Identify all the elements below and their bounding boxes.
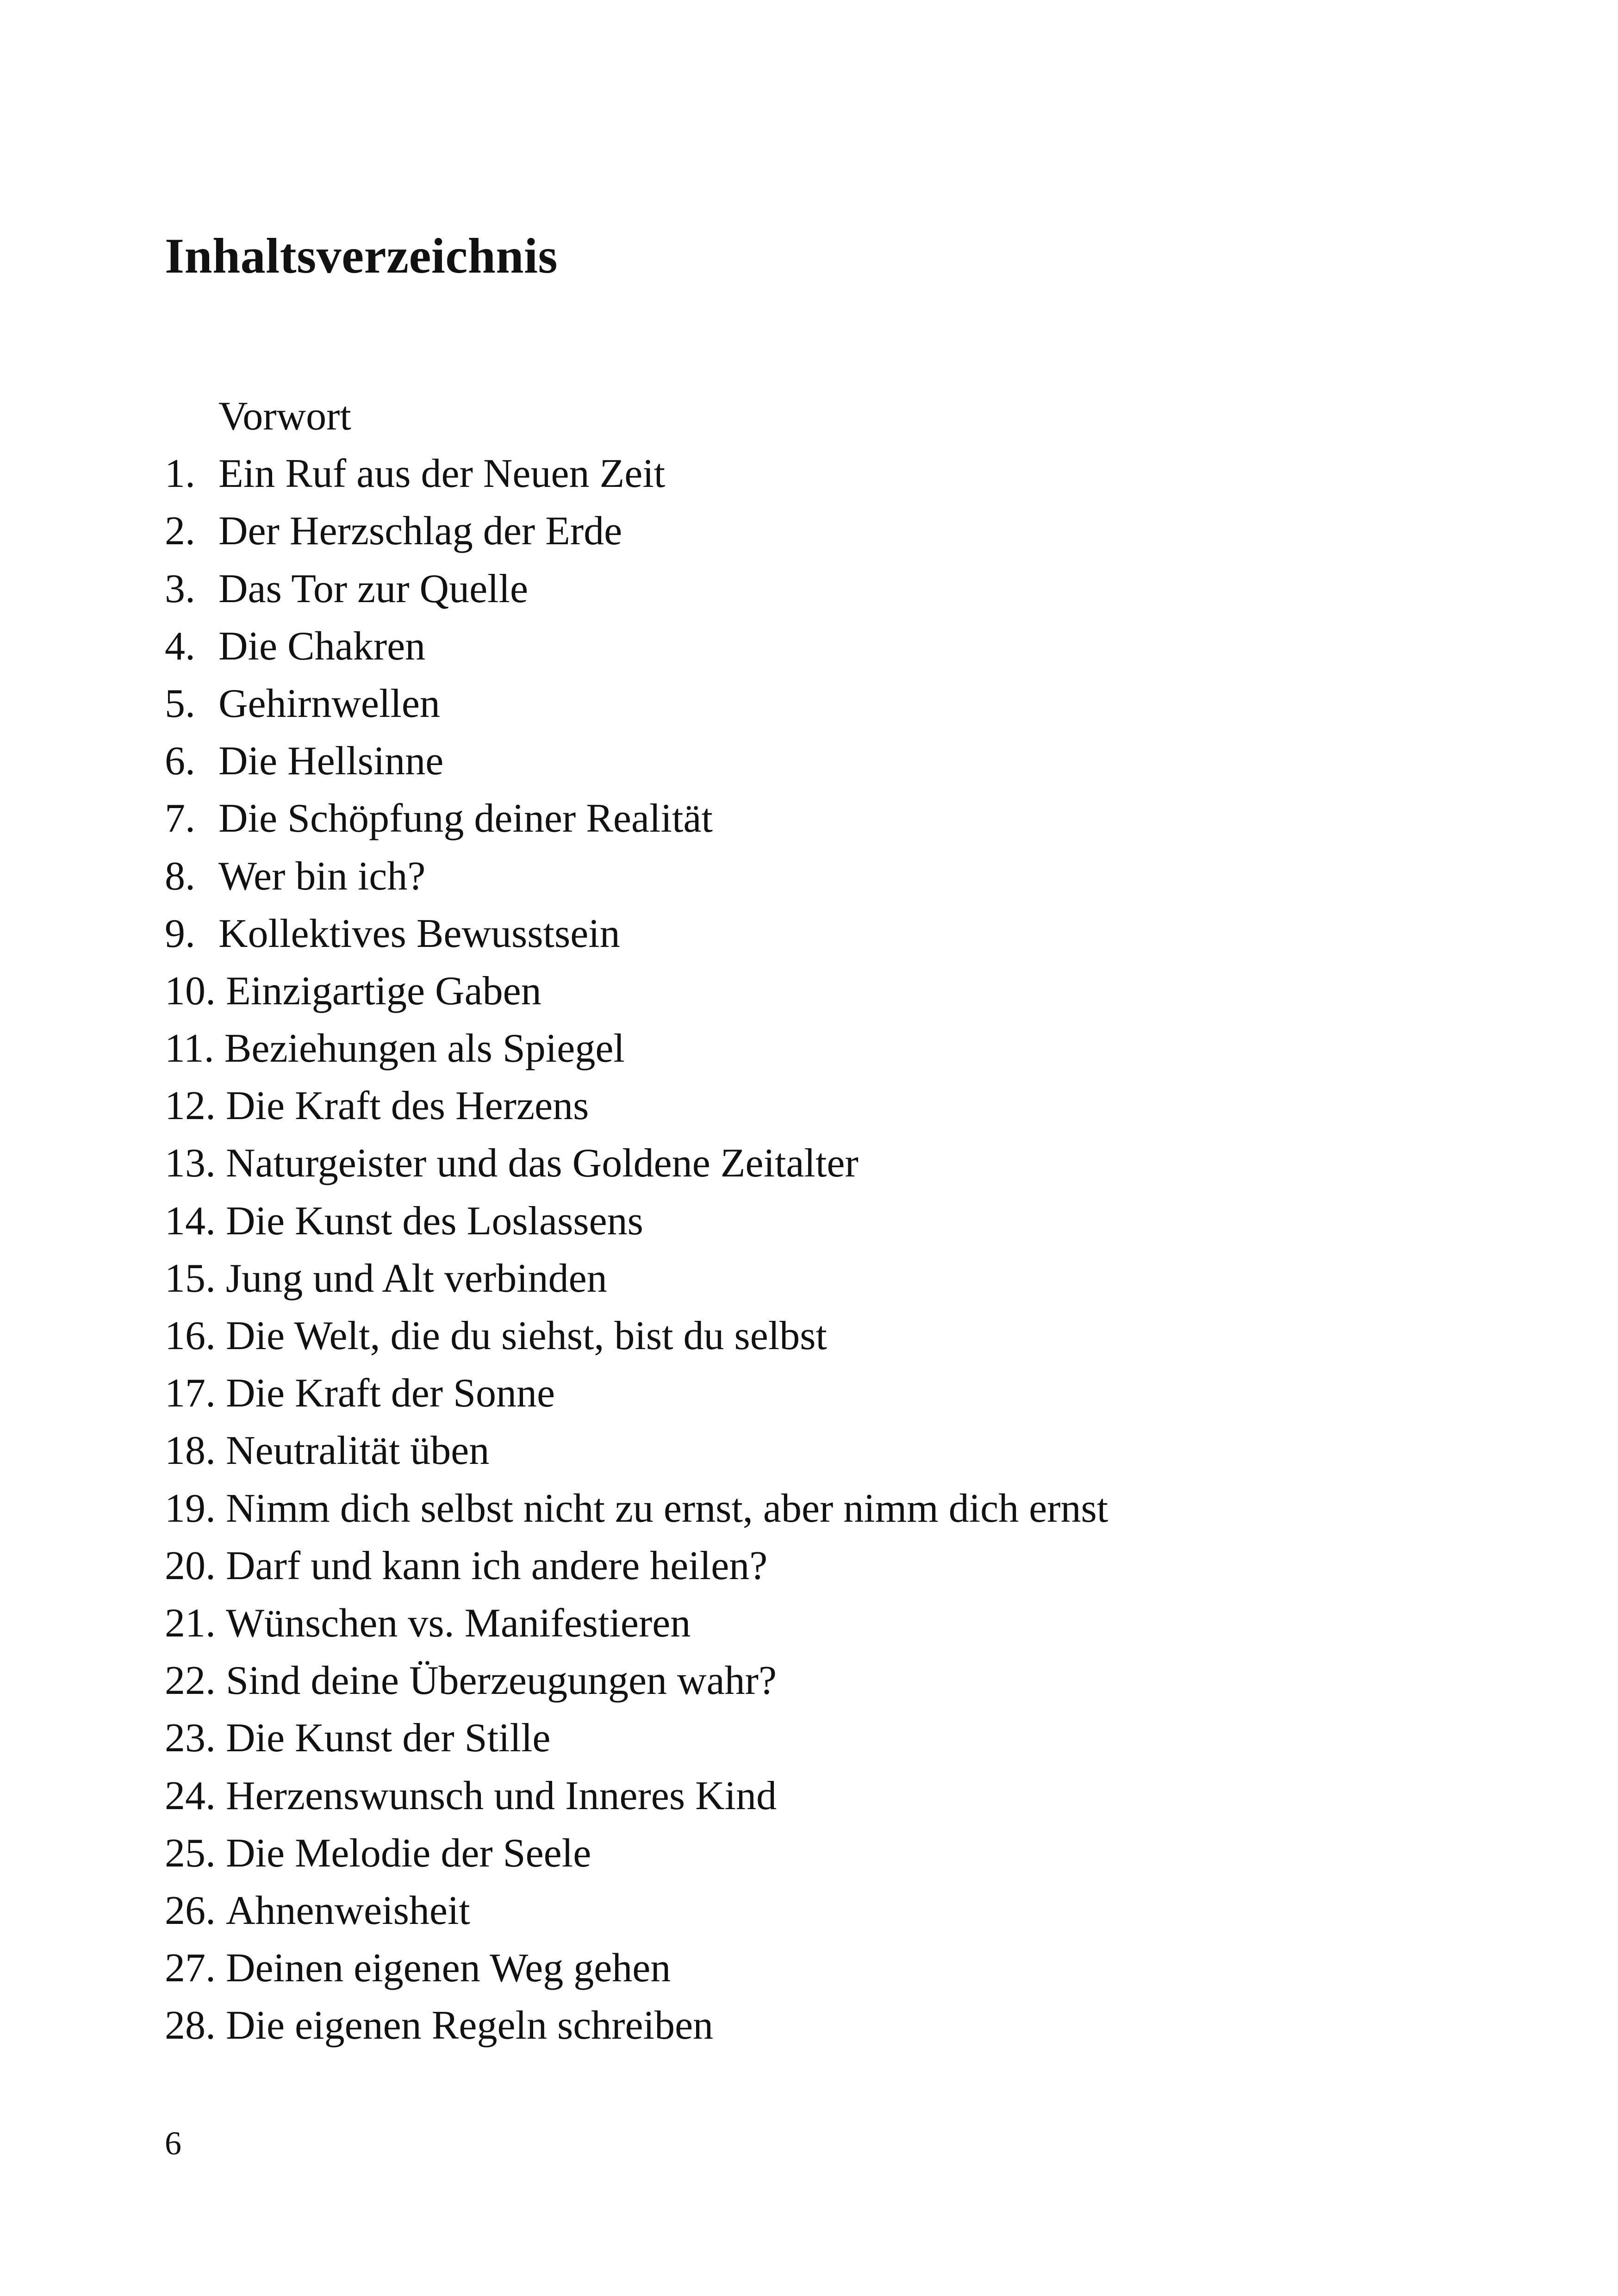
toc-entry-number: 24. bbox=[165, 1773, 216, 1818]
toc-entry bbox=[165, 618, 1108, 675]
toc-entry-title: Die Hellsinne bbox=[218, 739, 444, 784]
toc-entry-number: 10. bbox=[165, 968, 216, 1014]
toc-entry-number: 2. bbox=[165, 509, 195, 554]
toc-entry-number: 26. bbox=[165, 1888, 216, 1933]
toc-entry bbox=[165, 790, 1108, 847]
toc-entry-title: Einzigartige Gaben bbox=[226, 968, 541, 1014]
toc-entry bbox=[165, 388, 1108, 445]
toc-entry bbox=[165, 675, 1108, 733]
toc-entry bbox=[165, 905, 1108, 963]
toc-entry bbox=[165, 1020, 1108, 1077]
toc-entry-title: Darf und kann ich andere heilen? bbox=[226, 1543, 768, 1588]
toc-entry-title: Der Herzschlag der Erde bbox=[218, 509, 622, 554]
toc-entry-number: 13. bbox=[165, 1141, 216, 1186]
toc-entry bbox=[165, 445, 1108, 503]
toc-entry bbox=[165, 1825, 1108, 1882]
toc-entry-title: Die Welt, die du siehst, bist du selbst bbox=[226, 1313, 827, 1358]
toc-entry-title: Vorwort bbox=[218, 394, 351, 439]
page-title: Inhaltsverzeichnis bbox=[165, 229, 558, 284]
toc-entry-title: Kollektives Bewusstsein bbox=[218, 911, 620, 956]
toc-entry-title: Die Kraft des Herzens bbox=[226, 1083, 589, 1129]
toc-entry-number: 23. bbox=[165, 1716, 216, 1761]
toc-entry-number: 16. bbox=[165, 1313, 216, 1358]
toc-entry bbox=[165, 1537, 1108, 1595]
toc-entry-title: Neutralität üben bbox=[226, 1428, 490, 1474]
toc-entry bbox=[165, 1135, 1108, 1192]
toc-entry-number: 21. bbox=[165, 1600, 216, 1646]
toc-entry bbox=[165, 560, 1108, 618]
toc-entry-number: 27. bbox=[165, 1946, 216, 1991]
toc-entry-title: Gehirnwellen bbox=[218, 681, 440, 726]
toc-entry bbox=[165, 1710, 1108, 1767]
toc-entry-number: 8. bbox=[165, 853, 195, 899]
toc-entry-title: Die Chakren bbox=[218, 623, 426, 669]
toc-entry-number: 19. bbox=[165, 1486, 216, 1531]
toc-entry-title: Ein Ruf aus der Neuen Zeit bbox=[218, 451, 666, 497]
toc-entry bbox=[165, 1077, 1108, 1135]
toc-entry-number: 18. bbox=[165, 1428, 216, 1474]
page-number: 6 bbox=[165, 2125, 181, 2162]
toc-entry-title: Nimm dich selbst nicht zu ernst, aber nimm dich ernst bbox=[226, 1486, 1108, 1531]
toc-entry-title: Die Kraft der Sonne bbox=[226, 1371, 555, 1416]
toc-entry-number: 25. bbox=[165, 1830, 216, 1876]
toc-entry-title: Die Kunst der Stille bbox=[226, 1716, 551, 1761]
toc-entry-title: Das Tor zur Quelle bbox=[218, 566, 529, 611]
toc-entry bbox=[165, 1422, 1108, 1480]
toc-entry bbox=[165, 848, 1108, 905]
toc-entry-number: 28. bbox=[165, 2003, 216, 2048]
toc-entry-number: 9. bbox=[165, 911, 195, 956]
toc-entry bbox=[165, 1767, 1108, 1825]
toc-entry-number: 4. bbox=[165, 623, 195, 669]
toc-entry-title: Sind deine Überzeugungen wahr? bbox=[226, 1658, 777, 1704]
toc-entry-number: 17. bbox=[165, 1371, 216, 1416]
toc-entry bbox=[165, 1997, 1108, 2054]
toc-entry-number: 6. bbox=[165, 739, 195, 784]
toc-entry-title: Die Melodie der Seele bbox=[226, 1830, 591, 1876]
toc-entry-title: Die eigenen Regeln schreiben bbox=[226, 2003, 714, 2048]
toc-entry-title: Naturgeister und das Goldene Zeitalter bbox=[226, 1141, 859, 1186]
toc-entry-title: Wer bin ich? bbox=[218, 853, 426, 899]
toc-entry-number: 3. bbox=[165, 566, 195, 611]
toc-entry bbox=[165, 963, 1108, 1020]
toc-entry-number: 22. bbox=[165, 1658, 216, 1704]
toc-entry bbox=[165, 1193, 1108, 1250]
toc-entry-title: Jung und Alt verbinden bbox=[226, 1256, 607, 1301]
toc-entry bbox=[165, 1365, 1108, 1422]
toc-entry-title: Beziehungen als Spiegel bbox=[224, 1026, 625, 1071]
toc-entry-number: 7. bbox=[165, 796, 195, 841]
toc-entry-title: Herzenswunsch und Inneres Kind bbox=[226, 1773, 777, 1818]
toc-entry bbox=[165, 1307, 1108, 1365]
toc-entry-number: 15. bbox=[165, 1256, 216, 1301]
toc-entry-number: 12. bbox=[165, 1083, 216, 1129]
toc-entry-title: Ahnenweisheit bbox=[226, 1888, 470, 1933]
toc-entry bbox=[165, 1250, 1108, 1307]
toc-entry-number bbox=[165, 388, 218, 445]
toc-entry-number: 1. bbox=[165, 451, 195, 497]
toc-entry bbox=[165, 503, 1108, 560]
toc-entry bbox=[165, 1652, 1108, 1710]
toc-entry-title: Die Kunst des Loslassens bbox=[226, 1198, 643, 1244]
toc-entry bbox=[165, 1882, 1108, 1940]
toc-entry bbox=[165, 1480, 1108, 1537]
toc-entry bbox=[165, 733, 1108, 790]
toc-entry-title: Deinen eigenen Weg gehen bbox=[226, 1946, 671, 1991]
toc-entry-number: 20. bbox=[165, 1543, 216, 1588]
toc-entry bbox=[165, 1940, 1108, 1997]
toc-entry-number: 11. bbox=[165, 1026, 214, 1071]
toc-entry bbox=[165, 1595, 1108, 1652]
toc-entry-title: Wünschen vs. Manifestieren bbox=[226, 1600, 691, 1646]
table-of-contents bbox=[165, 388, 1108, 2054]
toc-entry-number: 14. bbox=[165, 1198, 216, 1244]
toc-entry-number: 5. bbox=[165, 681, 195, 726]
toc-entry-title: Die Schöpfung deiner Realität bbox=[218, 796, 713, 841]
